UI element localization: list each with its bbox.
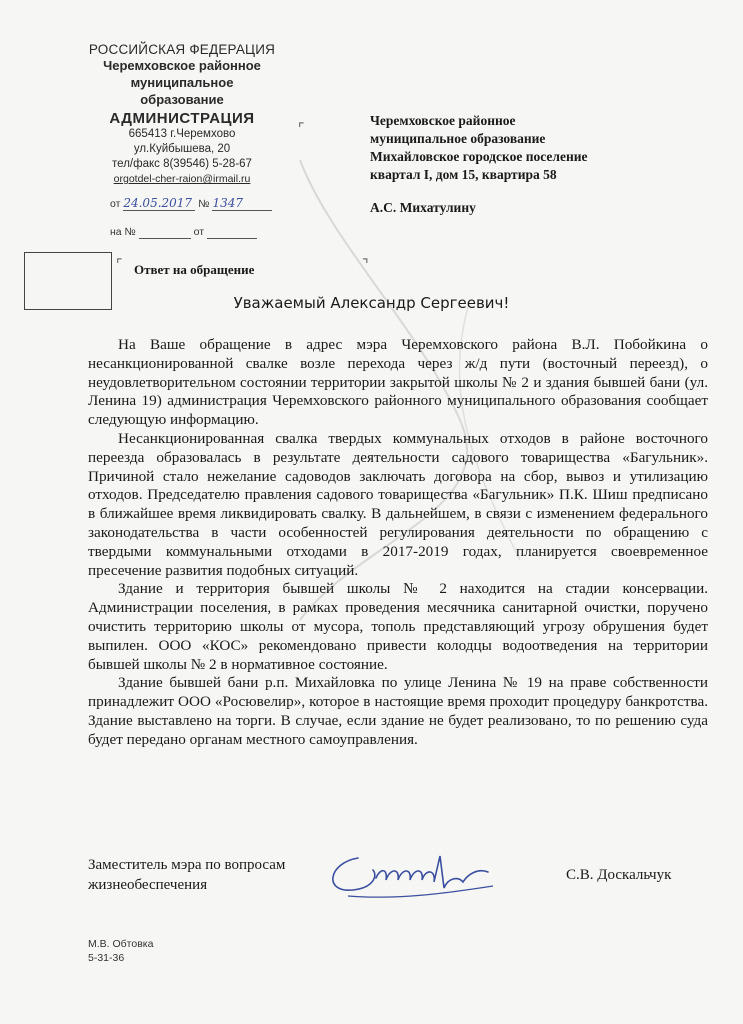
body-paragraph-4: Здание бывшей бани р.п. Михайловка по улице Ленина № 19 на праве собственности принадлежит ООО «Росювелир», которое в настоящие время проходит процедуру банкротства. Здание выставлено на торги. В случае, если здание не будет реализовано, то по решению суда будет передано органам местного самоуправления.	[88, 674, 708, 748]
signer-title	[88, 855, 285, 895]
body-paragraph-1: На Ваше обращение в адрес мэра Черемховского района В.Л. Побойкина о несанкционированной свалке возле перехода через ж/д пути (восточный переезд), о неудовлетворительном состоянии территории закрытой школы № 2 и здания бывшей бани (ул. Ленина 19) администрация Черемховского районного муниципального образования сообщает следующую информацию.	[88, 336, 708, 429]
subject-bracket-right-icon: ⌝	[362, 256, 369, 272]
body-paragraph-3: Здание и территория бывшей школы № 2 находится на стадии консервации. Администрации поселения, в рамках проведения месячника санитарной очистки, поручено очистить территорию школы от мусора, тополь представляющий угрозу обрушения будет выпилен. ООО «КОС» рекомендовано привести колодцы водоотведения на территории бывшей школы № 2 в нормативное состояние.	[88, 580, 708, 673]
reference-row	[110, 226, 257, 239]
outgoing-number-label: №	[198, 198, 210, 210]
handwritten-signature	[318, 838, 518, 908]
letterhead-email: orgotdel-cher-raion@irmail.ru	[113, 173, 251, 185]
address-bracket-icon: ⌜	[298, 120, 305, 136]
executor-name: М.В. Обтовка	[88, 938, 154, 950]
recipient-line4: квартал I, дом 15, квартира 58	[370, 167, 557, 182]
letterhead-country: РОССИЙСКАЯ ФЕДЕРАЦИЯ	[88, 42, 276, 57]
outgoing-date: 24.05.2017	[123, 196, 195, 211]
recipient-line2: муниципальное образование	[370, 131, 546, 146]
signer-title-line2: жизнеобеспечения	[88, 877, 208, 893]
letterhead-admin: АДМИНИСТРАЦИЯ	[109, 110, 255, 127]
recipient-address	[370, 112, 588, 184]
letterhead-address2: ул.Куйбышева, 20	[133, 143, 231, 155]
letterhead-phone: тел/факс 8(39546) 5-28-67	[112, 158, 252, 170]
outgoing-date-row	[110, 196, 272, 211]
reference-number-blank	[139, 226, 191, 239]
reference-date-blank	[207, 226, 257, 239]
recipient-name: А.С. Михатулину	[370, 200, 476, 215]
reference-number-label: на №	[110, 226, 136, 238]
subject-line: Ответ на обращение	[134, 262, 255, 277]
letterhead-org-line3: образование	[140, 92, 224, 107]
letterhead-org-line2: муниципальное	[130, 75, 234, 90]
recipient-line3: Михайловское городское поселение	[370, 149, 588, 164]
salutation: Уважаемый Александр Сергеевич!	[233, 294, 510, 312]
outgoing-from-label: от	[110, 198, 121, 210]
body-paragraph-2: Несанкционированная свалка твердых коммунальных отходов в районе восточного переезда образовалась в результате деятельности садового товарищества «Багульник». Причиной стало нежелание садоводов заключать договора на сбор, вывоз и утилизацию отходов. Председателю правления садового товарищества «Багульник» П.К. Шиш предписано в ближайшее время ликвидировать свалку. В дальнейшем, в связи с изменением федерального законодательства в части особенностей регулирования деятельности по обращению с твердыми коммунальными отходами в 2017-2019 годах, планируется своевременное пресечение развития подобных ситуаций.	[88, 429, 708, 579]
executor-phone: 5-31-36	[88, 952, 125, 964]
reference-from-label: от	[193, 226, 205, 238]
executor-info	[88, 937, 153, 965]
signer-title-line1: Заместитель мэра по вопросам	[88, 857, 286, 873]
letter-body	[88, 336, 708, 750]
subject-bracket-left-icon: ⌜	[116, 256, 123, 272]
letterhead	[62, 42, 302, 187]
letterhead-address1: 665413 г.Черемхово	[128, 128, 236, 140]
outgoing-number: 1347	[212, 196, 272, 211]
recipient-line1: Черемховское районное	[370, 113, 516, 128]
letterhead-org-line1: Черемховское районное	[103, 58, 261, 73]
signer-name: С.В. Доскальчук	[566, 867, 672, 883]
